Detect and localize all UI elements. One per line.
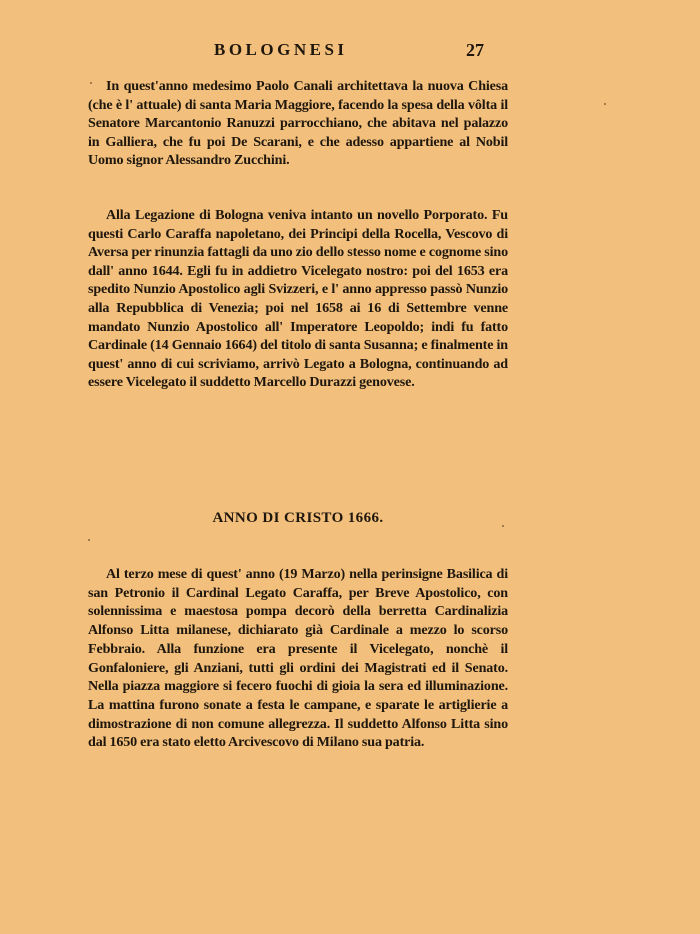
running-head: [88, 38, 508, 62]
paragraph-3: Al terzo mese di quest' anno (19 Marzo) nella perinsigne Basilica di san Petronio il Cardinal Legato Caraffa, per Breve Apostolico, con solennissima e maestosa pompa decorò della berretta Cardinalizia Alfonso Litta milanese, dichiarato già Cardinale a mezzo lo scorso Febbraio. Alla funzione era presente il Vicelegato, nonchè il Gonfaloniere, gli Anziani, tutti gli ordini dei Magistrati ed il Senato. Nella piazza maggiore si fecero fuochi di gioia la sera ed illuminazione. La mattina furono sonate a festa le campane, e sparate le artiglierie a dimostrazione di non comune allegrezza. Il suddetto Alfonso Litta sino dal 1650 era stato eletto Arcivescovo di Milano sua patria.: [88, 566, 508, 751]
paper-speck: [88, 539, 90, 541]
paper-speck: [90, 82, 92, 84]
paper-speck: [502, 525, 504, 527]
paper-speck: [604, 103, 606, 105]
paragraph-1: In quest'anno medesimo Paolo Canali architettava la nuova Chiesa (che è l' attuale) di santa Maria Maggiore, facendo la spesa della vôlta il Senatore Marcantonio Ranuzzi parrocchiano, che abitava nel palazzo in Galliera, che fu poi De Scarani, e che adesso appartiene al Nobil Uomo signor Alessandro Zucchini.: [88, 78, 508, 169]
page-number: 27: [466, 40, 484, 60]
paragraph-2: Alla Legazione di Bologna veniva intanto un novello Porporato. Fu questi Carlo Caraffa napoletano, dei Principi della Rocella, Vescovo di Aversa per rinunzia fattagli da uno zio dello stesso nome e cognome sino dall' anno 1644. Egli fu in addietro Vicelegato nostro: poi del 1653 era spedito Nunzio Apostolico agli Svizzeri, e l' anno appresso passò Nunzio alla Repubblica di Venezia; poi nel 1658 ai 16 di Settembre venne mandato Nunzio Apostolico all' Imperatore Leopoldo; indi fu fatto Cardinale (14 Gennaio 1664) del titolo di santa Susanna; e finalmente in quest' anno di cui scriviamo, arrivò Legato a Bologna, continuando ad essere Vicelegato il suddetto Marcello Durazzi genovese.: [88, 207, 508, 391]
section-heading: ANNO DI CRISTO 1666.: [212, 510, 384, 526]
page-running-title: BOLOGNESI: [214, 40, 348, 59]
